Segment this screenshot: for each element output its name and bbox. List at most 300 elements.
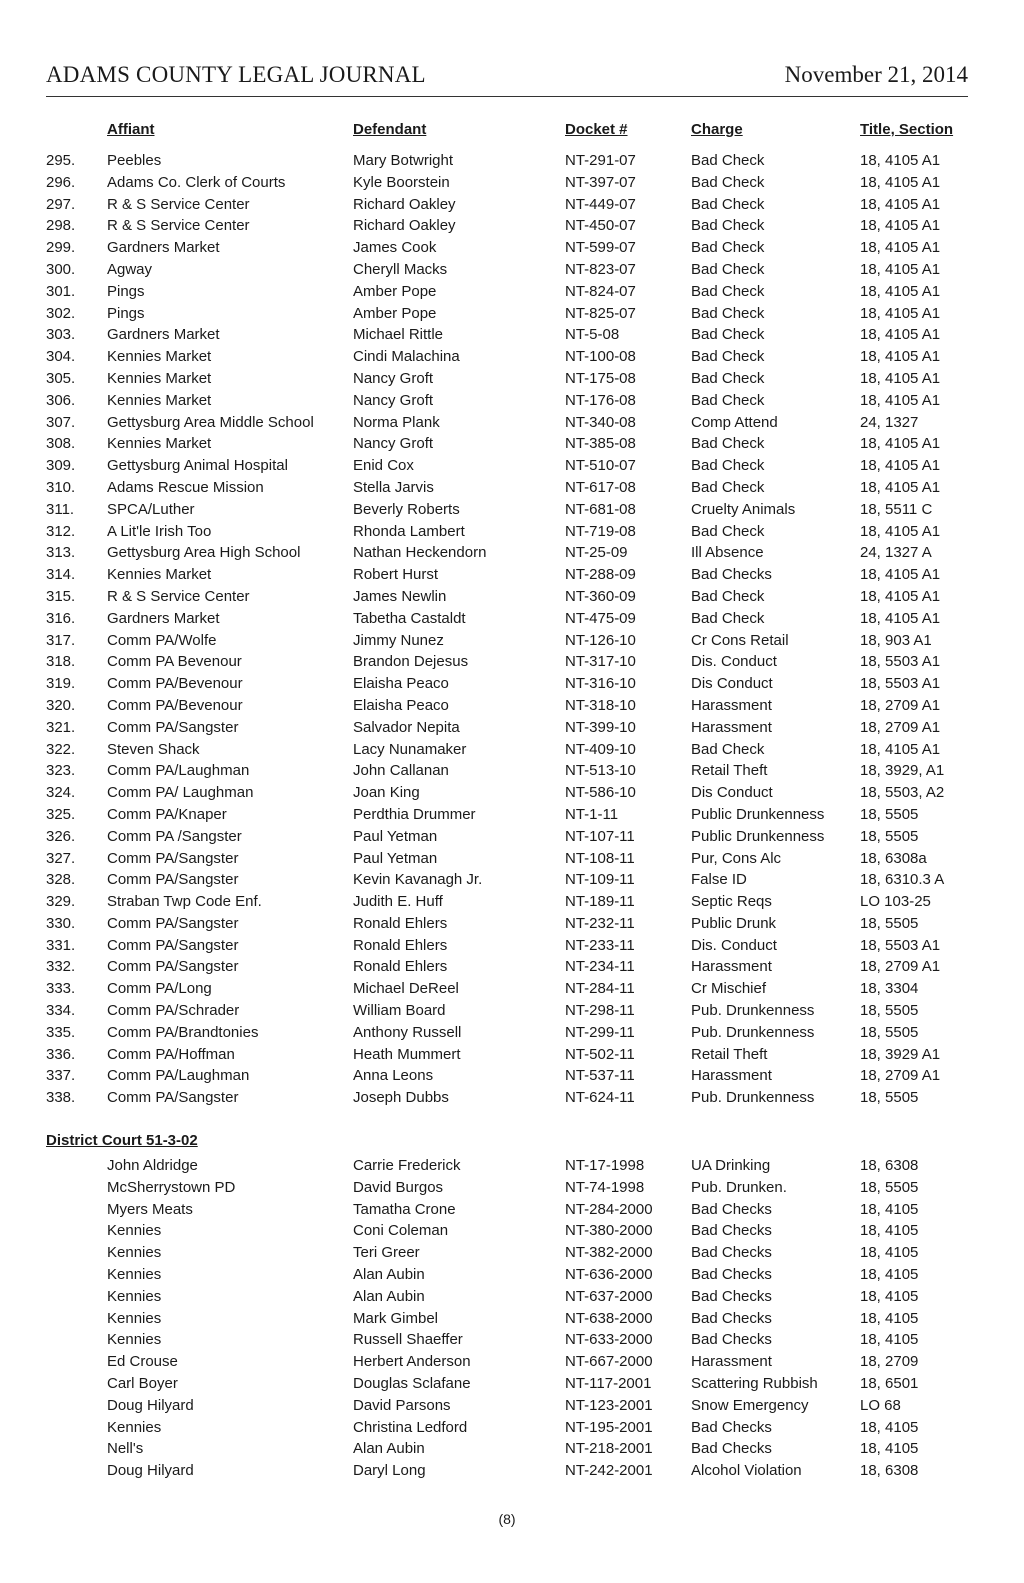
title-section-cell: 18, 3304 — [860, 980, 919, 998]
charge-cell: Bad Checks — [691, 1331, 772, 1349]
docket-cell: NT-624-11 — [565, 1089, 635, 1107]
affiant-cell: Comm PA/Knaper — [107, 805, 227, 823]
docket-cell: NT-382-2000 — [565, 1244, 653, 1262]
row-number: 323. — [46, 762, 76, 780]
affiant-cell: R & S Service Center — [107, 195, 250, 213]
row-number: 312. — [46, 522, 76, 540]
charge-cell: Bad Check — [691, 239, 765, 257]
table-row — [0, 1243, 1024, 1265]
title-section-cell: 18, 4105 A1 — [860, 152, 941, 169]
row-number: 296. — [46, 173, 76, 191]
table-row — [0, 674, 1024, 696]
charge-cell: Bad Check — [691, 173, 765, 191]
charge-cell: Bad Check — [691, 195, 765, 213]
docket-cell: NT-242-2001 — [565, 1462, 653, 1480]
affiant-cell: Carl Boyer — [107, 1374, 178, 1392]
table-row — [0, 1265, 1024, 1287]
defendant-cell: David Burgos — [353, 1178, 444, 1196]
table-row — [0, 1396, 1024, 1418]
charge-cell: Pub. Drunken. — [691, 1178, 787, 1196]
docket-cell: NT-232-11 — [565, 914, 635, 932]
journal-header — [46, 58, 968, 97]
charge-cell: Bad Check — [691, 304, 765, 322]
table-row — [0, 783, 1024, 805]
charge-cell: Ill Absence — [691, 544, 764, 562]
case-table — [0, 151, 1024, 1110]
defendant-cell: Nancy Groft — [353, 369, 434, 387]
table-row — [0, 1221, 1024, 1243]
charge-cell: Bad Check — [691, 348, 765, 366]
defendant-cell: Kyle Boorstein — [353, 173, 450, 191]
row-number: 302. — [46, 304, 76, 322]
affiant-cell: A Lit'le Irish Too — [107, 522, 212, 540]
row-number: 319. — [46, 675, 76, 693]
affiant-cell: Comm PA/Sangster — [107, 1089, 239, 1107]
table-row — [0, 1330, 1024, 1352]
docket-cell: NT-17-1998 — [565, 1157, 645, 1174]
affiant-cell: Gettysburg Area Middle School — [107, 413, 314, 431]
charge-cell: Bad Checks — [691, 1200, 772, 1218]
defendant-cell: Anthony Russell — [353, 1023, 462, 1041]
charge-cell: False ID — [691, 871, 747, 889]
affiant-cell: Comm PA/Hoffman — [107, 1045, 235, 1063]
charge-cell: Pub. Drunkenness — [691, 1023, 815, 1041]
table-row — [0, 1374, 1024, 1396]
docket-cell: NT-108-11 — [565, 849, 635, 867]
row-number: 328. — [46, 871, 76, 889]
journal-date: November 21, 2014 — [784, 62, 968, 87]
defendant-cell: Stella Jarvis — [353, 478, 434, 496]
charge-cell: Dis Conduct — [691, 675, 773, 693]
charge-cell: UA Drinking — [691, 1157, 771, 1174]
row-number: 310. — [46, 478, 76, 496]
docket-cell: NT-100-08 — [565, 348, 636, 366]
row-number: 321. — [46, 718, 76, 736]
docket-cell: NT-291-07 — [565, 152, 636, 169]
defendant-cell: James Newlin — [353, 587, 447, 605]
affiant-cell: Steven Shack — [107, 740, 200, 758]
affiant-cell: Comm PA/Laughman — [107, 762, 250, 780]
charge-cell: Cruelty Animals — [691, 500, 796, 518]
district-court-heading: District Court 51-3-02 — [46, 1132, 198, 1149]
title-section-cell: 18, 5505 — [860, 827, 919, 845]
title-section-cell: 18, 5505 — [860, 914, 919, 932]
row-number: 305. — [46, 369, 76, 387]
row-number: 329. — [46, 893, 76, 911]
docket-cell: NT-126-10 — [565, 631, 636, 649]
row-number: 333. — [46, 980, 76, 998]
defendant-cell: Joan King — [353, 784, 420, 802]
defendant-cell: Anna Leons — [353, 1067, 434, 1085]
defendant-cell: Tabetha Castaldt — [353, 609, 466, 627]
affiant-cell: Kennies — [107, 1265, 162, 1283]
docket-cell: NT-195-2001 — [565, 1418, 653, 1436]
column-header-affiant: Affiant — [107, 121, 155, 138]
charge-cell: Bad Checks — [691, 1309, 772, 1327]
charge-cell: Bad Check — [691, 282, 765, 300]
title-section-cell: 18, 903 A1 — [860, 631, 932, 649]
charge-cell: Harassment — [691, 1067, 772, 1085]
affiant-cell: Ed Crouse — [107, 1353, 178, 1371]
row-number: 304. — [46, 348, 76, 366]
title-section-cell: 18, 4105 A1 — [860, 260, 941, 278]
charge-cell: Bad Check — [691, 457, 765, 475]
affiant-cell: Kennies Market — [107, 369, 212, 387]
title-section-cell: 18, 3929, A1 — [860, 762, 945, 780]
table-row — [0, 1045, 1024, 1067]
title-section-cell: 18, 4105 A1 — [860, 740, 941, 758]
title-section-cell: 18, 4105 A1 — [860, 326, 941, 344]
defendant-cell: Cindi Malachina — [353, 348, 460, 366]
docket-cell: NT-218-2001 — [565, 1440, 653, 1458]
defendant-cell: Ronald Ehlers — [353, 914, 448, 932]
table-row — [0, 1156, 1024, 1178]
title-section-cell: 18, 5503, A2 — [860, 784, 945, 802]
defendant-cell: Cheryll Macks — [353, 260, 448, 278]
affiant-cell: Peebles — [107, 152, 162, 169]
docket-cell: NT-537-11 — [565, 1067, 635, 1085]
row-number: 332. — [46, 958, 76, 976]
table-row — [0, 1001, 1024, 1023]
title-section-cell: 18, 2709 A1 — [860, 696, 941, 714]
page-number: (8) — [498, 1511, 516, 1527]
title-section-cell: 18, 4105 A1 — [860, 348, 941, 366]
affiant-cell: Comm PA /Sangster — [107, 827, 242, 845]
table-row — [0, 1023, 1024, 1045]
charge-cell: Bad Checks — [691, 1244, 772, 1262]
docket-cell: NT-681-08 — [565, 500, 636, 518]
charge-cell: Bad Checks — [691, 1222, 772, 1240]
docket-cell: NT-449-07 — [565, 195, 636, 213]
charge-cell: Bad Checks — [691, 1287, 772, 1305]
affiant-cell: Comm PA/Sangster — [107, 849, 239, 867]
row-number: 335. — [46, 1023, 76, 1041]
table-row — [0, 195, 1024, 217]
row-number: 306. — [46, 391, 76, 409]
title-section-cell: 18, 4105 A1 — [860, 239, 941, 257]
title-section-cell: 18, 6308 — [860, 1462, 919, 1480]
docket-cell: NT-397-07 — [565, 173, 636, 191]
table-row — [0, 260, 1024, 282]
defendant-cell: Joseph Dubbs — [353, 1089, 449, 1107]
title-section-cell: 18, 4105 A1 — [860, 522, 941, 540]
defendant-cell: Nancy Groft — [353, 391, 434, 409]
charge-cell: Snow Emergency — [691, 1396, 809, 1414]
defendant-cell: Richard Oakley — [353, 195, 456, 213]
affiant-cell: Kennies Market — [107, 566, 212, 584]
defendant-cell: Ronald Ehlers — [353, 958, 448, 976]
row-number: 338. — [46, 1089, 76, 1107]
defendant-cell: Lacy Nunamaker — [353, 740, 467, 758]
row-number: 298. — [46, 217, 76, 235]
defendant-cell: Carrie Frederick — [353, 1157, 461, 1174]
affiant-cell: Comm PA/Sangster — [107, 871, 239, 889]
affiant-cell: R & S Service Center — [107, 587, 250, 605]
defendant-cell: Nathan Heckendorn — [353, 544, 487, 562]
docket-cell: NT-599-07 — [565, 239, 636, 257]
docket-cell: NT-719-08 — [565, 522, 636, 540]
docket-cell: NT-825-07 — [565, 304, 636, 322]
defendant-cell: John Callanan — [353, 762, 449, 780]
docket-cell: NT-74-1998 — [565, 1178, 645, 1196]
docket-cell: NT-340-08 — [565, 413, 636, 431]
row-number: 300. — [46, 260, 76, 278]
table-row — [0, 805, 1024, 827]
charge-cell: Bad Check — [691, 369, 765, 387]
title-section-cell: 18, 4105 — [860, 1222, 919, 1240]
affiant-cell: Comm PA/Sangster — [107, 936, 239, 954]
table-row — [0, 238, 1024, 260]
row-number: 317. — [46, 631, 76, 649]
title-section-cell: 18, 4105 A1 — [860, 391, 941, 409]
defendant-cell: Nancy Groft — [353, 435, 434, 453]
defendant-cell: Teri Greer — [353, 1244, 420, 1262]
docket-cell: NT-317-10 — [565, 653, 636, 671]
table-row — [0, 347, 1024, 369]
table-row — [0, 522, 1024, 544]
charge-cell: Alcohol Violation — [691, 1462, 802, 1480]
affiant-cell: Comm PA/Bevenour — [107, 696, 243, 714]
affiant-cell: Comm PA/Long — [107, 980, 212, 998]
affiant-cell: Gardners Market — [107, 239, 220, 257]
column-header-docket: Docket # — [565, 121, 628, 138]
table-row — [0, 740, 1024, 762]
row-number: 295. — [46, 152, 76, 169]
charge-cell: Septic Reqs — [691, 893, 772, 911]
table-row — [0, 1066, 1024, 1088]
defendant-cell: William Board — [353, 1002, 446, 1020]
defendant-cell: Ronald Ehlers — [353, 936, 448, 954]
title-section-cell: 18, 5505 — [860, 1002, 919, 1020]
title-section-cell: 18, 2709 A1 — [860, 958, 941, 976]
table-row — [0, 456, 1024, 478]
title-section-cell: 24, 1327 — [860, 413, 919, 431]
row-number: 325. — [46, 805, 76, 823]
table-row — [0, 914, 1024, 936]
docket-cell: NT-123-2001 — [565, 1396, 653, 1414]
table-row — [0, 587, 1024, 609]
defendant-cell: Salvador Nepita — [353, 718, 460, 736]
docket-cell: NT-107-11 — [565, 827, 635, 845]
row-number: 308. — [46, 435, 76, 453]
table-row — [0, 696, 1024, 718]
table-row — [0, 1439, 1024, 1461]
affiant-cell: Kennies — [107, 1331, 162, 1349]
row-number: 336. — [46, 1045, 76, 1063]
row-number: 314. — [46, 566, 76, 584]
title-section-cell: 18, 5505 — [860, 805, 919, 823]
row-number: 330. — [46, 914, 76, 932]
affiant-cell: Kennies Market — [107, 391, 212, 409]
docket-cell: NT-502-11 — [565, 1045, 635, 1063]
charge-cell: Harassment — [691, 1353, 772, 1371]
table-row — [0, 718, 1024, 740]
table-row — [0, 1200, 1024, 1222]
title-section-cell: 18, 4105 — [860, 1440, 919, 1458]
charge-cell: Public Drunkenness — [691, 805, 825, 823]
docket-cell: NT-633-2000 — [565, 1331, 653, 1349]
title-section-cell: 18, 4105 — [860, 1265, 919, 1283]
affiant-cell: Kennies — [107, 1287, 162, 1305]
affiant-cell: Comm PA/Wolfe — [107, 631, 217, 649]
docket-cell: NT-284-11 — [565, 980, 635, 998]
table-row — [0, 173, 1024, 195]
defendant-cell: Enid Cox — [353, 457, 414, 475]
table-row — [0, 413, 1024, 435]
defendant-cell: Herbert Anderson — [353, 1353, 471, 1371]
charge-cell: Bad Check — [691, 217, 765, 235]
row-number: 315. — [46, 587, 76, 605]
defendant-cell: Douglas Sclafane — [353, 1374, 471, 1392]
charge-cell: Public Drunk — [691, 914, 777, 932]
table-row — [0, 1418, 1024, 1440]
defendant-cell: Alan Aubin — [353, 1440, 425, 1458]
title-section-cell: 18, 2709 — [860, 1353, 919, 1371]
affiant-cell: Kennies — [107, 1418, 162, 1436]
charge-cell: Dis Conduct — [691, 784, 773, 802]
defendant-cell: Elaisha Peaco — [353, 696, 449, 714]
title-section-cell: 18, 4105 — [860, 1309, 919, 1327]
affiant-cell: Kennies — [107, 1309, 162, 1327]
title-section-cell: 18, 3929 A1 — [860, 1045, 941, 1063]
docket-cell: NT-586-10 — [565, 784, 636, 802]
charge-cell: Cr Cons Retail — [691, 631, 789, 649]
table-row — [0, 565, 1024, 587]
title-section-cell: 18, 4105 A1 — [860, 566, 941, 584]
docket-cell: NT-1-11 — [565, 805, 619, 823]
row-number: 309. — [46, 457, 76, 475]
table-row — [0, 936, 1024, 958]
defendant-cell: Paul Yetman — [353, 849, 438, 867]
docket-cell: NT-176-08 — [565, 391, 636, 409]
docket-cell: NT-638-2000 — [565, 1309, 653, 1327]
row-number: 316. — [46, 609, 76, 627]
affiant-cell: McSherrystown PD — [107, 1178, 236, 1196]
charge-cell: Bad Check — [691, 587, 765, 605]
affiant-cell: Comm PA Bevenour — [107, 653, 242, 671]
defendant-cell: Elaisha Peaco — [353, 675, 449, 693]
docket-cell: NT-824-07 — [565, 282, 636, 300]
title-section-cell: 18, 5503 A1 — [860, 653, 941, 671]
title-section-cell: 18, 4105 A1 — [860, 457, 941, 475]
defendant-cell: Beverly Roberts — [353, 500, 460, 518]
table-row — [0, 1309, 1024, 1331]
defendant-cell: Alan Aubin — [353, 1265, 425, 1283]
table-row — [0, 849, 1024, 871]
docket-cell: NT-617-08 — [565, 478, 636, 496]
charge-cell: Bad Checks — [691, 1418, 772, 1436]
defendant-cell: Kevin Kavanagh Jr. — [353, 871, 483, 889]
defendant-cell: Michael DeReel — [353, 980, 459, 998]
docket-cell: NT-233-11 — [565, 936, 635, 954]
table-row — [0, 609, 1024, 631]
affiant-cell: Myers Meats — [107, 1200, 193, 1218]
journal-title: ADAMS COUNTY LEGAL JOURNAL — [46, 62, 426, 87]
title-section-cell: 18, 4105 — [860, 1331, 919, 1349]
docket-cell: NT-510-07 — [565, 457, 636, 475]
table-row — [0, 1178, 1024, 1200]
row-number: 307. — [46, 413, 76, 431]
affiant-cell: Comm PA/ Laughman — [107, 784, 254, 802]
row-number: 327. — [46, 849, 76, 867]
title-section-cell: 18, 4105 — [860, 1418, 919, 1436]
docket-cell: NT-823-07 — [565, 260, 636, 278]
docket-cell: NT-109-11 — [565, 871, 635, 889]
charge-cell: Bad Check — [691, 522, 765, 540]
row-number: 318. — [46, 653, 76, 671]
title-section-cell: LO 68 — [860, 1396, 901, 1414]
table-row — [0, 827, 1024, 849]
docket-cell: NT-318-10 — [565, 696, 636, 714]
title-section-cell: 18, 5511 C — [860, 500, 933, 518]
table-row — [0, 500, 1024, 522]
docket-cell: NT-288-09 — [565, 566, 636, 584]
title-section-cell: 24, 1327 A — [860, 544, 932, 562]
table-row — [0, 892, 1024, 914]
charge-cell: Harassment — [691, 718, 772, 736]
defendant-cell: Heath Mummert — [353, 1045, 461, 1063]
affiant-cell: John Aldridge — [107, 1157, 198, 1174]
charge-cell: Retail Theft — [691, 762, 768, 780]
table-row — [0, 1461, 1024, 1483]
row-number: 311. — [46, 500, 75, 518]
defendant-cell: Richard Oakley — [353, 217, 456, 235]
affiant-cell: Gardners Market — [107, 326, 220, 344]
defendant-cell: Judith E. Huff — [353, 893, 443, 911]
charge-cell: Bad Check — [691, 260, 765, 278]
affiant-cell: Comm PA/Sangster — [107, 958, 239, 976]
affiant-cell: Adams Co. Clerk of Courts — [107, 173, 286, 191]
title-section-cell: 18, 5503 A1 — [860, 936, 941, 954]
defendant-cell: Mark Gimbel — [353, 1309, 439, 1327]
defendant-cell: Michael Rittle — [353, 326, 444, 344]
affiant-cell: Adams Rescue Mission — [107, 478, 264, 496]
title-section-cell: 18, 4105 A1 — [860, 478, 941, 496]
affiant-cell: Comm PA/Schrader — [107, 1002, 240, 1020]
title-section-cell: 18, 4105 A1 — [860, 435, 941, 453]
affiant-cell: Pings — [107, 304, 145, 322]
docket-cell: NT-399-10 — [565, 718, 636, 736]
affiant-cell: Kennies — [107, 1244, 162, 1262]
charge-cell: Dis. Conduct — [691, 653, 777, 671]
defendant-cell: David Parsons — [353, 1396, 451, 1414]
charge-cell: Bad Check — [691, 435, 765, 453]
title-section-cell: 18, 4105 A1 — [860, 304, 941, 322]
charge-cell: Bad Check — [691, 391, 765, 409]
charge-cell: Harassment — [691, 696, 772, 714]
table-row — [0, 304, 1024, 326]
table-row — [0, 325, 1024, 347]
affiant-cell: Gardners Market — [107, 609, 220, 627]
docket-cell: NT-636-2000 — [565, 1265, 653, 1283]
defendant-cell: Amber Pope — [353, 304, 437, 322]
affiant-cell: R & S Service Center — [107, 217, 250, 235]
district-case-table — [0, 1156, 1024, 1483]
table-row — [0, 979, 1024, 1001]
defendant-cell: Daryl Long — [353, 1462, 426, 1480]
docket-cell: NT-316-10 — [565, 675, 636, 693]
row-number: 322. — [46, 740, 76, 758]
docket-cell: NT-234-11 — [565, 958, 635, 976]
title-section-cell: 18, 2709 A1 — [860, 1067, 941, 1085]
affiant-cell: Straban Twp Code Enf. — [107, 893, 262, 911]
charge-cell: Pub. Drunkenness — [691, 1002, 815, 1020]
defendant-cell: Mary Botwright — [353, 152, 454, 169]
docket-cell: NT-284-2000 — [565, 1200, 653, 1218]
table-row — [0, 761, 1024, 783]
defendant-cell: Brandon Dejesus — [353, 653, 469, 671]
title-section-cell: 18, 4105 A1 — [860, 173, 941, 191]
